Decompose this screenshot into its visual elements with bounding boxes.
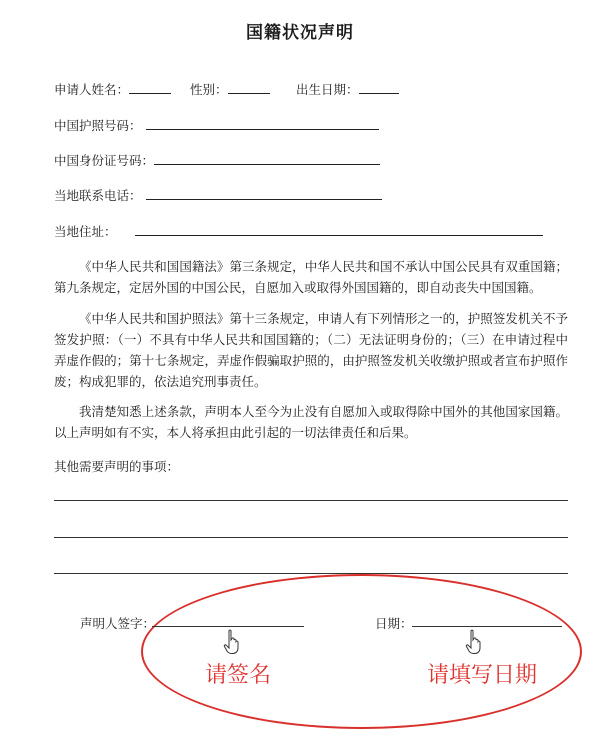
gender-label: 性别： [190, 82, 228, 97]
address-field[interactable] [135, 223, 543, 236]
other-matters-label: 其他需要声明的事项： [54, 459, 180, 474]
id-field[interactable] [154, 152, 380, 165]
address-label: 当地住址： [54, 224, 117, 239]
signer-label: 声明人签字： [80, 616, 156, 631]
passport-law-paragraph: 《中华人民共和国护照法》第十三条规定，申请人有下列情形之一的，护照签发机关不予签发护照：（一）不具有中华人民共和国国籍的；（二）无法证明身份的；（三）在申请过程中弄虚作假的；第十七条规定，弄虚作假骗取护照的，由护照签发机关收缴护照或者宣布护照作废；构成犯罪的，依法追究刑事责任。 [54, 311, 568, 389]
sign-hint: 请签名 [205, 663, 272, 688]
nationality-law-paragraph: 《中华人民共和国国籍法》第三条规定，中华人民共和国不承认中国公民具有双重国籍；第九条规定，定居外国的中国公民，自愿加入或取得外国国籍的，即自动丧失中国国籍。 [54, 259, 568, 295]
gender-row [190, 80, 270, 98]
phone-field[interactable] [146, 187, 382, 200]
applicant-name-field[interactable] [129, 81, 171, 94]
other-matters-line-1[interactable] [54, 500, 568, 501]
gender-field[interactable] [228, 81, 270, 94]
passport-label: 中国护照号码： [54, 118, 142, 133]
passport-field[interactable] [146, 117, 379, 130]
birth-date-field[interactable] [359, 81, 399, 94]
address-row [54, 222, 543, 240]
phone-label: 当地联系电话： [54, 188, 142, 203]
phone-row [54, 186, 382, 204]
declaration-paragraph: 我清楚知悉上述条款，声明本人至今为止没有自愿加入或取得除中国外的其他国家国籍。以上声明如有不实，本人将承担由此引起的一切法律责任和后果。 [54, 404, 568, 440]
date-line[interactable] [412, 626, 562, 627]
pointing-hand-icon [465, 629, 483, 655]
other-matters-line-2[interactable] [54, 537, 568, 538]
id-row [54, 151, 380, 169]
other-matters-line-3[interactable] [54, 573, 568, 574]
birth-date-row [296, 80, 399, 98]
signature-line[interactable] [152, 626, 304, 627]
page-title: 国籍状况声明 [246, 23, 354, 43]
id-label: 中国身份证号码： [54, 153, 155, 168]
pointing-hand-icon [223, 629, 241, 655]
date-hint: 请填写日期 [427, 663, 538, 688]
date-label: 日期： [375, 616, 413, 631]
applicant-name-label: 申请人姓名： [54, 82, 130, 97]
passport-row [54, 116, 379, 134]
birth-date-label: 出生日期： [296, 82, 359, 97]
applicant-name-row [54, 80, 171, 98]
highlight-ellipse [141, 574, 582, 729]
